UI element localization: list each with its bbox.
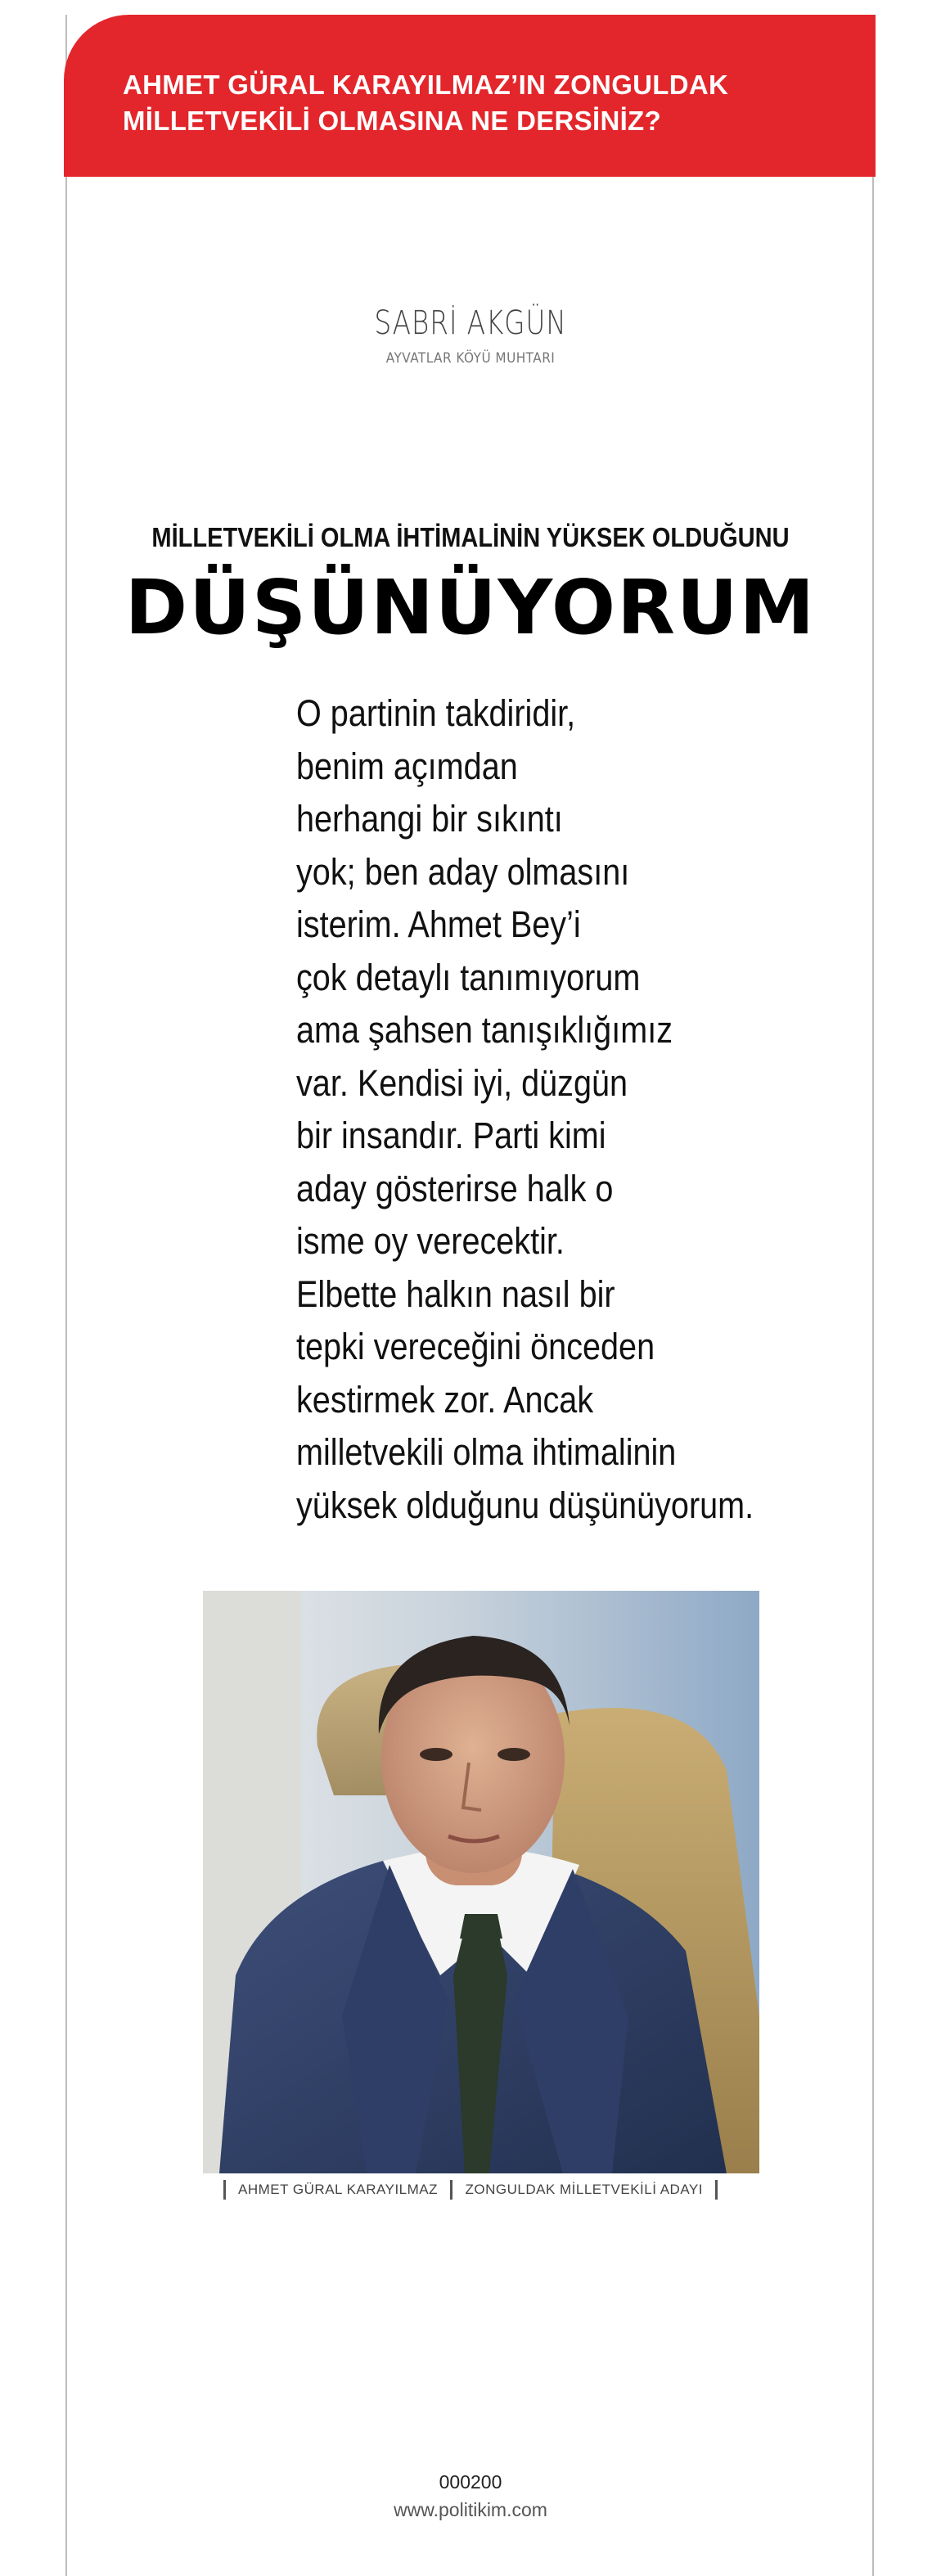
body-line: isterim. Ahmet Bey’i: [296, 903, 581, 945]
body-line: yok; ben aday olmasını: [296, 850, 630, 893]
body-line: isme oy verecektir.: [296, 1220, 565, 1262]
article-body: [296, 687, 820, 1532]
caption-title: ZONGULDAK MİLLETVEKİLİ ADAYI: [465, 2182, 703, 2197]
footer-url[interactable]: www.politikim.com: [394, 2499, 547, 2520]
body-line: kestirmek zor. Ancak: [296, 1378, 594, 1421]
body-line: aday gösterirse halk o: [296, 1167, 614, 1209]
caption-divider: [715, 2180, 718, 2200]
body-line: herhangi bir sıkıntı: [296, 798, 563, 840]
body-line: benim açımdan: [296, 745, 518, 787]
header-banner: [64, 15, 876, 177]
body-line: var. Kendisi iyi, düzgün: [296, 1061, 628, 1104]
body-line: milletvekili olma ihtimalinin: [296, 1431, 677, 1473]
portrait-photo: [203, 1591, 759, 2173]
body-line: çok detaylı tanımıyorum: [296, 956, 641, 998]
photo-caption: [0, 2180, 941, 2200]
body-line: O partinin takdiridir,: [296, 692, 576, 734]
author-name: SABRİ AKGÜN: [374, 304, 567, 342]
article-subheadline: MİLLETVEKİLİ OLMA İHTİMALİNİN YÜKSEK OLDUĞUNU: [151, 522, 790, 552]
author-role: AYVATLAR KÖYÜ MUHTARI: [385, 350, 556, 367]
body-line: Elbette halkın nasıl bir: [296, 1272, 615, 1315]
body-line: tepki vereceğini önceden: [296, 1326, 655, 1367]
footer-code: 000200: [439, 2471, 502, 2493]
caption-name: AHMET GÜRAL KARAYILMAZ: [238, 2182, 439, 2197]
portrait-illustration: [203, 1591, 759, 2173]
banner-title-line-2: MİLLETVEKİLİ OLMASINA NE DERSİNİZ?: [123, 106, 661, 136]
body-line: yüksek olduğunu düşünüyorum.: [296, 1484, 754, 1526]
caption-divider: [450, 2180, 452, 2200]
body-line: bir insandır. Parti kimi: [296, 1115, 606, 1156]
body-line: ama şahsen tanışıklığımız: [296, 1009, 673, 1051]
banner-title-line-1: AHMET GÜRAL KARAYILMAZ’IN ZONGULDAK: [123, 70, 729, 100]
article-headline: DÜŞÜNÜYORUM: [124, 564, 817, 651]
caption-divider: [223, 2180, 226, 2200]
